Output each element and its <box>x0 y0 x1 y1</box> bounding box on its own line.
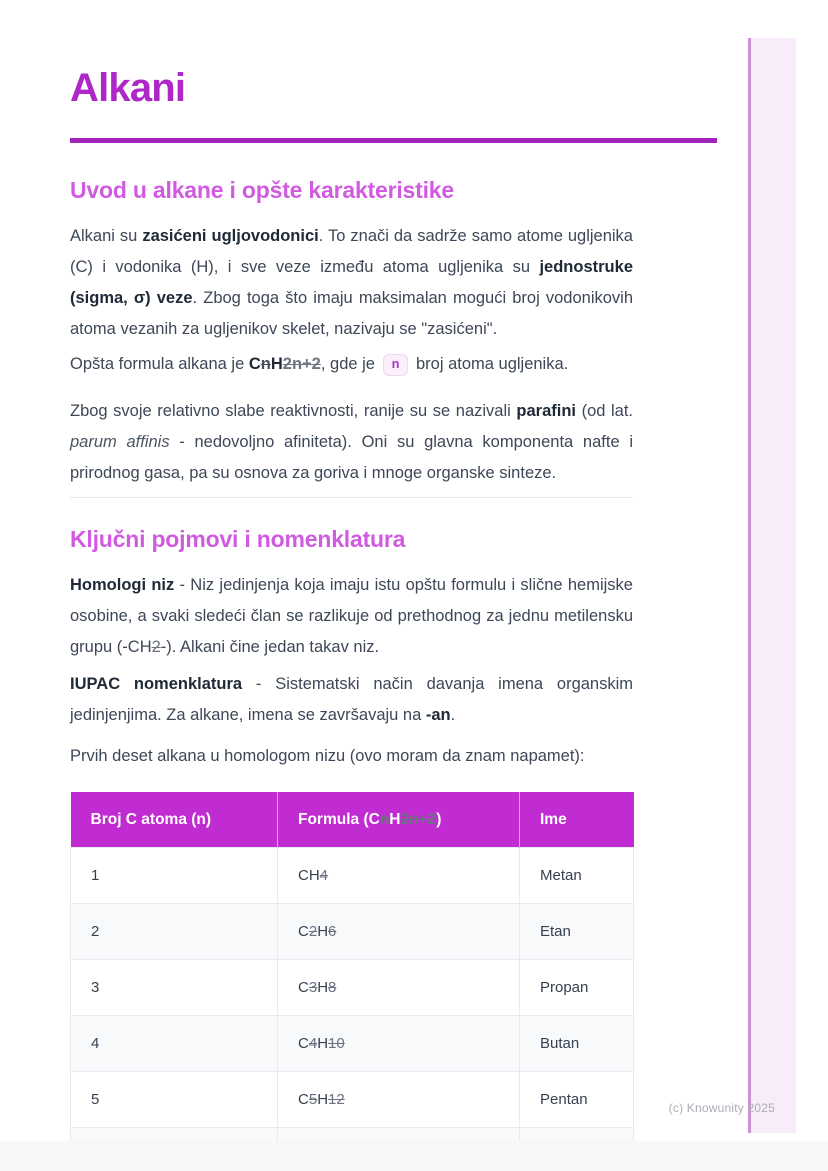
cell-formula <box>278 1072 520 1128</box>
note-content <box>70 0 633 1171</box>
text-segment: Opšta formula alkana je <box>70 355 249 373</box>
text-segment: 6 <box>328 923 337 940</box>
text-segment: C <box>298 923 309 940</box>
section-heading-uvod: Uvod u alkane i opšte karakteristike <box>70 177 454 203</box>
alkanes-table <box>70 792 634 1171</box>
table-header-ime: Ime <box>520 792 634 848</box>
text-segment: broj atoma ugljenika. <box>411 355 569 373</box>
paragraph-parafini <box>70 396 633 489</box>
text-segment: Alkani su <box>70 227 143 245</box>
text-segment: 2 <box>308 923 318 940</box>
cell-formula <box>278 1016 520 1072</box>
text-segment: C <box>298 979 309 996</box>
text-segment: . Zbog toga što imaju maksimalan mogući broj vodonikovih atoma vezanih za ugljenikov skelet, nazivaju se "zasićeni". <box>70 289 634 338</box>
text-segment: C <box>298 1035 309 1052</box>
page-title: Alkani <box>70 66 186 110</box>
text-segment: 12 <box>328 1091 345 1108</box>
cell-formula <box>278 848 520 904</box>
watermark-text: (c) Knowunity 2025 <box>668 1101 775 1115</box>
text-segment: Prvih deset alkana u homologom nizu (ovo moram da znam napamet): <box>70 747 585 765</box>
text-segment: Formula (C <box>298 810 380 828</box>
table-row <box>71 848 634 904</box>
section-heading-pojmovi: Ključni pojmovi i nomenklatura <box>70 526 406 552</box>
text-segment: C <box>248 355 261 373</box>
cell-broj-c-atoma: 1 <box>71 848 278 904</box>
text-segment: ) <box>436 810 442 828</box>
table-header-formula <box>278 792 520 848</box>
cell-ime: Etan <box>520 904 634 960</box>
text-segment: 8 <box>328 979 337 996</box>
text-segment: parafini <box>516 402 576 420</box>
text-segment: - Sistematski način davanja imena organskim jedinjenjima. Za alkane, imena se završavaju na <box>70 675 634 724</box>
text-segment: -an <box>425 706 451 724</box>
cell-broj-c-atoma: 5 <box>71 1072 278 1128</box>
table-row <box>71 1016 634 1072</box>
text-segment: jednostruke (sigma, σ) veze <box>70 258 633 307</box>
text-segment: n <box>260 355 271 373</box>
table-header-row <box>71 792 634 848</box>
cell-broj-c-atoma: 3 <box>71 960 278 1016</box>
viewer-background-strip <box>0 1141 828 1171</box>
cell-formula <box>278 904 520 960</box>
cell-broj-c-atoma: 2 <box>71 904 278 960</box>
text-segment: zasićeni ugljovodonici <box>142 227 319 245</box>
text-segment: 4 <box>319 867 329 884</box>
text-segment: 10 <box>328 1035 345 1052</box>
text-segment: H <box>317 979 329 996</box>
text-segment: parum affinis <box>70 433 170 451</box>
table-body <box>71 848 634 1171</box>
text-segment: . <box>450 706 456 724</box>
paragraph-homologi-niz <box>70 570 633 663</box>
right-accent-bar <box>748 38 796 1133</box>
table-header-broj-c-atoma: Broj C atoma (n) <box>71 792 278 848</box>
cell-ime: Pentan <box>520 1072 634 1128</box>
cell-formula <box>278 960 520 1016</box>
text-segment: . To znači da sadrže samo atome ugljenika (C) i vodonika (H), i sve veze između atoma ugljenika su <box>70 227 633 276</box>
section-divider <box>70 497 633 498</box>
text-segment: , gde je <box>320 355 380 373</box>
paragraph-iupac <box>70 669 633 731</box>
text-segment: H <box>317 923 329 940</box>
text-segment: 2n+2 <box>282 355 321 373</box>
cell-ime: Butan <box>520 1016 634 1072</box>
text-segment: - Niz jedinjenja koja imaju istu opštu formulu i slične hemijske osobine, a svaki sledeći član se razlikuje od prethodnog za jednu metilensku grupu (-CH <box>70 576 633 656</box>
text-segment: - nedovoljno afiniteta). Oni su glavna komponenta nafte i prirodnog gasa, pa su osnova za goriva i mnoge organske sinteze. <box>70 433 633 482</box>
text-segment: 3 <box>308 979 318 996</box>
text-segment: 2 <box>151 638 161 656</box>
text-segment: H <box>270 355 283 373</box>
cell-broj-c-atoma: 4 <box>71 1016 278 1072</box>
text-segment: CH <box>298 867 320 884</box>
text-segment: Zbog svoje relativno slabe reaktivnosti, ranije su se nazivali <box>70 402 517 420</box>
text-segment: 5 <box>308 1091 318 1108</box>
table-row <box>71 1072 634 1128</box>
text-segment: -). Alkani čine jedan takav niz. <box>160 638 380 656</box>
text-segment: 2n+2 <box>400 810 437 828</box>
text-segment: n <box>379 810 390 828</box>
paragraph-zasiceni <box>70 221 633 345</box>
table-row <box>71 960 634 1016</box>
text-segment: Homologi niz <box>70 576 175 594</box>
text-segment: 4 <box>308 1035 318 1052</box>
table-row <box>71 904 634 960</box>
text-segment: H <box>389 810 401 828</box>
text-segment: IUPAC nomenklatura <box>70 675 243 693</box>
text-segment: H <box>317 1035 329 1052</box>
text-segment: H <box>317 1091 329 1108</box>
paragraph-opsta-formula <box>70 349 633 380</box>
text-segment: n <box>383 354 409 376</box>
cell-ime: Metan <box>520 848 634 904</box>
paragraph-table-intro <box>70 741 633 772</box>
cell-ime: Propan <box>520 960 634 1016</box>
title-underline-rule <box>70 138 717 143</box>
text-segment: C <box>298 1091 309 1108</box>
text-segment: (od lat. <box>576 402 634 420</box>
